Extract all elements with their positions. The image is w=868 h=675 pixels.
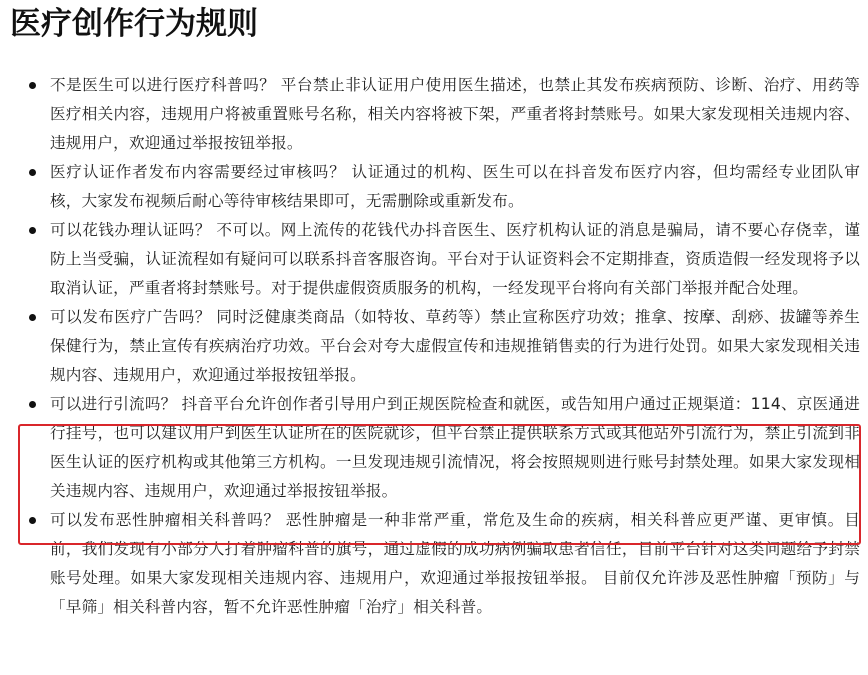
rule-text: 可以发布恶性肿瘤相关科普吗？ 恶性肿瘤是一种非常严重，常危及生命的疾病，相关科普应更严谨、更审慎。目前，我们发现有小部分人打着肿瘤科普的旗号，通过虚假的成功病例骗取患者信任，目前平台针对这类问题给予封禁账号处理。如果大家发现相关违规内容、违规用户，欢迎通过举报按钮举报。 目前仅允许涉及恶性肿瘤「预防」与「早筛」相关科普内容，暂不允许恶性肿瘤「治疗」相关科普。 [50,511,860,616]
rule-item-traffic-diversion [0,390,868,506]
rule-item-review [0,158,868,216]
rule-text: 可以发布医疗广告吗？ 同时泛健康类商品（如特妆、草药等）禁止宣称医疗功效；推拿、按摩、刮痧、拔罐等养生保健行为，禁止宣传有疾病治疗功效。平台会对夸大虚假宣传和违规推销售卖的行为进行处罚。如果大家发现相关违规内容、违规用户，欢迎通过举报按钮举报。 [50,308,860,384]
rule-text: 可以花钱办理认证吗？ 不可以。网上流传的花钱代办抖音医生、医疗机构认证的消息是骗局，请不要心存侥幸，谨防上当受骗，认证流程如有疑问可以联系抖音客服咨询。平台对于认证资料会不定期排查，资质造假一经发现将予以取消认证，严重者将封禁账号。对于提供虚假资质服务的机构，一经发现平台将向有关部门举报并配合处理。 [50,221,860,297]
page-title: 医疗创作行为规则 [10,6,258,42]
rules-list [0,71,868,622]
rule-item-medical-ads [0,303,868,390]
bullet-icon [29,517,36,524]
rule-text: 不是医生可以进行医疗科普吗？ 平台禁止非认证用户使用医生描述，也禁止其发布疾病预防、诊断、治疗、用药等医疗相关内容，违规用户将被重置账号名称，相关内容将被下架，严重者将封禁账号。如果大家发现相关违规内容、违规用户，欢迎通过举报按钮举报。 [50,76,860,152]
rule-text: 可以进行引流吗？ 抖音平台允许创作者引导用户到正规医院检查和就医，或告知用户通过正规渠道：114、京医通进行挂号，也可以建议用户到医生认证所在的医院就诊，但平台禁止提供联系方式或其他站外引流行为，禁止引流到非医生认证的医疗机构或其他第三方机构。一旦发现违规引流情况，将会按照规则进行账号封禁处理。如果大家发现相关违规内容、违规用户，欢迎通过举报按钮举报。 [50,395,860,500]
rule-text: 医疗认证作者发布内容需要经过审核吗？ 认证通过的机构、医生可以在抖音发布医疗内容，但均需经专业团队审核，大家发布视频后耐心等待审核结果即可，无需删除或重新发布。 [50,163,860,210]
rule-item-non-doctor [0,71,868,158]
bullet-icon [29,82,36,89]
rule-item-paid-certification [0,216,868,303]
bullet-icon [29,169,36,176]
bullet-icon [29,314,36,321]
rule-item-cancer-science [0,506,868,622]
bullet-icon [29,227,36,234]
bullet-icon [29,401,36,408]
